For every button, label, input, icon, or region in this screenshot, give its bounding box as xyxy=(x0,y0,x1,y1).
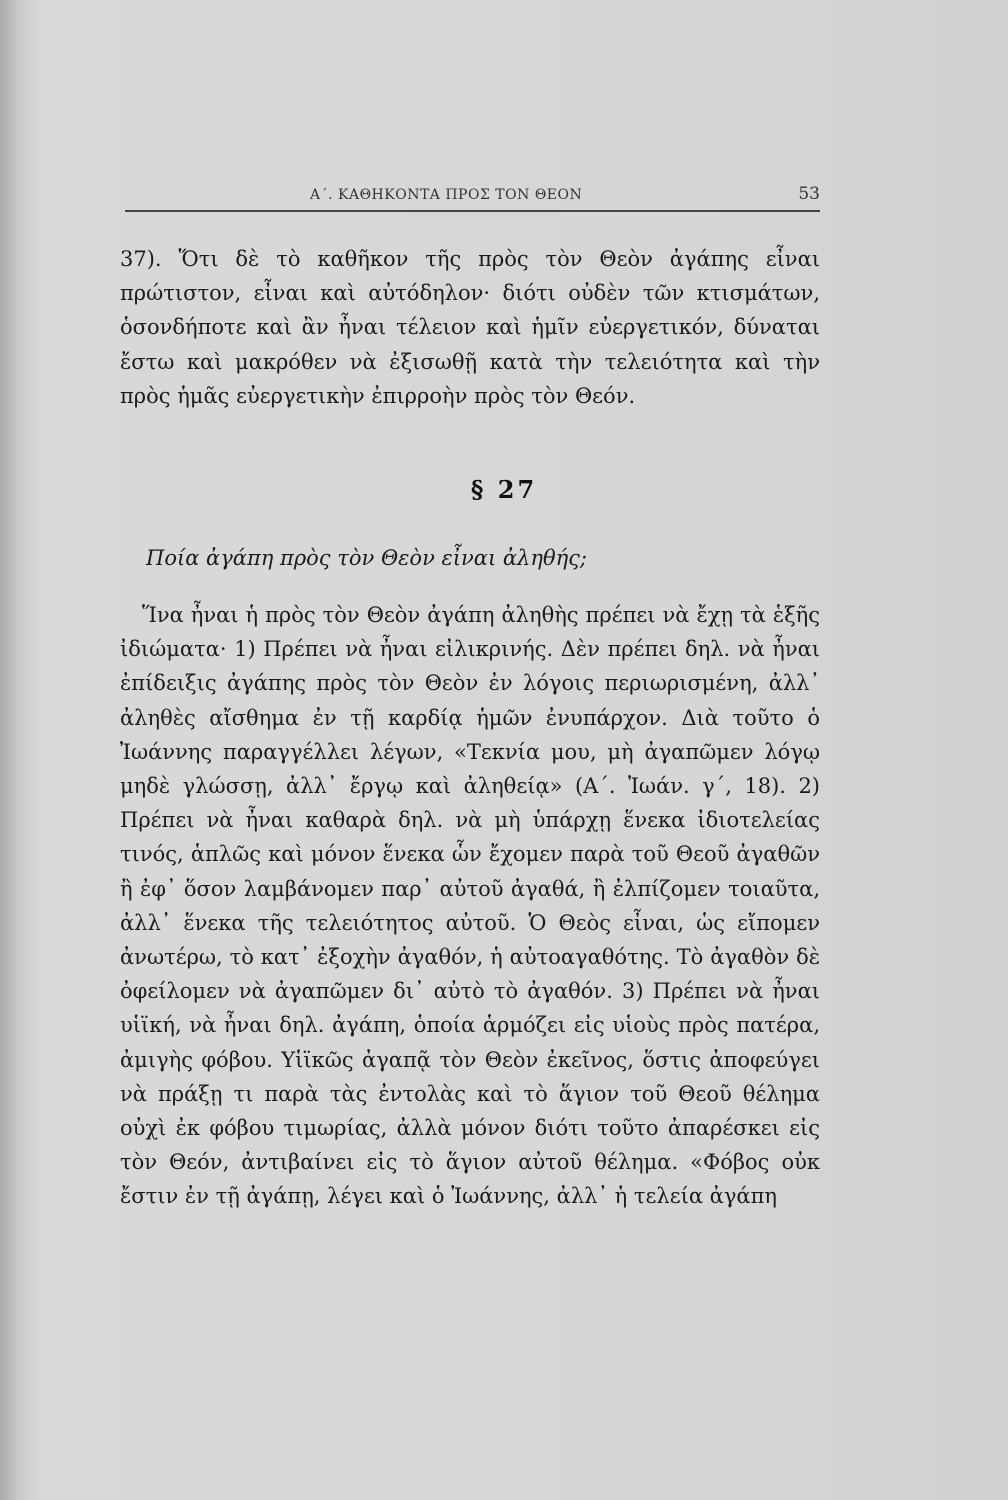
section-mark: § 27 xyxy=(470,475,538,504)
page-number: 53 xyxy=(798,184,820,204)
page-header xyxy=(125,183,820,213)
running-head: Α΄. ΚΑΘΗΚΟΝΤΑ ΠΡΟΣ ΤΟΝ ΘΕΟΝ xyxy=(310,187,583,203)
header-rule xyxy=(125,210,820,212)
section-question: Ποία ἀγάπη πρὸς τὸν Θεὸν εἶναι ἀληθής; xyxy=(146,546,588,570)
paragraph-1: 37). Ὅτι δὲ τὸ καθῆκον τῆς πρὸς τὸν Θεὸν ἀγάπης εἶναι πρώτιστον, εἶναι καὶ αὐτόδηλον· διότι οὐδὲν τῶν κτισμάτων, ὁσονδήποτε καὶ ἂν ἦναι τέλειον καὶ ἡμῖν εὐεργετικόν, δύναται ἔστω καὶ μακρόθεν νὰ ἐξισωθῇ κατὰ τὴν τελειότητα καὶ τὴν πρὸς ἡμᾶς εὐεργετικὴν ἐπιρροὴν πρὸς τὸν Θεόν. xyxy=(120,247,820,408)
paragraph-2: Ἵνα ἦναι ἡ πρὸς τὸν Θεὸν ἀγάπη ἀληθὴς πρέπει νὰ ἔχῃ τὰ ἑξῆς ἰδιώματα· 1) Πρέπει νὰ ἦναι εἰλικρινής. Δὲν πρέπει δηλ. νὰ ἦναι ἐπίδειξις ἀγάπης πρὸς τὸν Θεὸν ἐν λόγοις περιωρισμένη, ἀλλ᾽ ἀληθὲς αἴσθημα ἐν τῇ καρδίᾳ ἡμῶν ἐνυπάρχον. Διὰ τοῦτο ὁ Ἰωάννης παραγγέλλει λέγων, «Τεκνία μου, μὴ ἀγαπῶμεν λόγῳ μηδὲ γλώσσῃ, ἀλλ᾽ ἔργῳ καὶ ἀληθείᾳ» (Α΄. Ἰωάν. γ΄, 18). 2) Πρέπει νὰ ἦναι καθαρὰ δηλ. νὰ μὴ ὑπάρχῃ ἕνεκα ἰδιοτελείας τινός, ἁπλῶς καὶ μόνον ἕνεκα ὧν ἔχομεν παρὰ τοῦ Θεοῦ ἀγαθῶν ἢ ἐφ᾽ ὅσον λαμβάνομεν παρ᾽ αὐτοῦ ἀγαθά, ἢ ἐλπίζομεν τοιαῦτα, ἀλλ᾽ ἕνεκα τῆς τελειότητος αὐτοῦ. Ὁ Θεὸς εἶναι, ὡς εἴπομεν ἀνωτέρω, τὸ κατ᾽ ἐξοχὴν ἀγαθόν, ἡ αὐτοαγαθότης. Τὸ ἀγαθὸν δὲ ὀφείλομεν νὰ ἀγαπῶμεν δι᾽ αὐτὸ τὸ ἀγαθόν. 3) Πρέπει νὰ ἦναι υἱϊκή, νὰ ἦναι δηλ. ἀγάπη, ὁποία ἁρμόζει εἰς υἱοὺς πρὸς πατέρα, ἀμιγὴς φόβου. Υἱϊκῶς ἀγαπᾷ τὸν Θεὸν ἐκεῖνος, ὅστις ἀποφεύγει νὰ πράξῃ τι παρὰ τὰς ἐντολὰς καὶ τὸ ἅγιον τοῦ Θεοῦ θέλημα οὐχὶ ἐκ φόβου τιμωρίας, ἀλλὰ μόνον διότι τοῦτο ἀπαρέσκει εἰς τὸν Θεόν, ἀντιβαίνει εἰς τὸ ἅγιον αὐτοῦ θέλημα. «Φόβος οὐκ ἔστιν ἐν τῇ ἀγάπῃ, λέγει καὶ ὁ Ἰωάννης, ἀλλ᾽ ἡ τελεία ἀγάπη xyxy=(120,603,820,1209)
